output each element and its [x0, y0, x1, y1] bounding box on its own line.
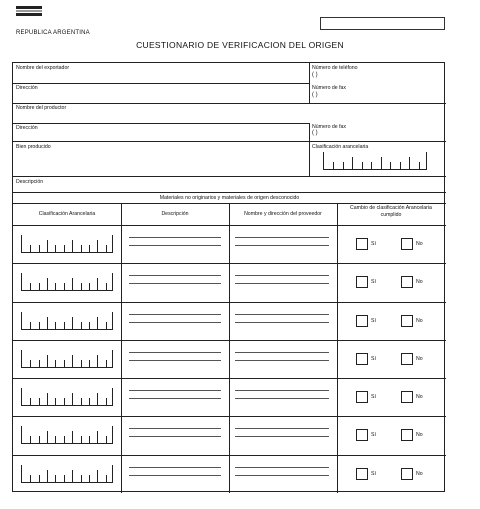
table-row-divider	[13, 340, 446, 341]
tick-mark	[81, 398, 82, 405]
row-yes-checkbox[interactable]	[356, 238, 368, 250]
tick-mark	[39, 245, 40, 252]
tick-mark	[30, 283, 31, 290]
materials-section-title: Materiales no originarios y materiales de origen desconocido	[159, 195, 300, 201]
row-description-line[interactable]	[129, 322, 221, 323]
tick-mark	[55, 245, 56, 252]
tick-mark	[106, 360, 107, 367]
exporter-name-label: Nombre del exportador	[16, 65, 70, 71]
table-row-divider	[13, 378, 446, 379]
divider	[13, 123, 309, 124]
row-description-line[interactable]	[129, 237, 221, 238]
tick-mark	[64, 245, 65, 252]
col-header-change-classification: Cambio de clasificación Arancelaria cumplido	[350, 205, 432, 218]
row-no-checkbox[interactable]	[401, 353, 413, 365]
row-classification-field[interactable]	[21, 465, 113, 483]
row-description-line[interactable]	[129, 390, 221, 391]
tick-mark	[333, 162, 334, 169]
col-header-description: Descripción	[161, 211, 189, 217]
good-classification-field[interactable]	[323, 152, 427, 170]
reference-number-field[interactable]	[320, 17, 445, 30]
producer-address-label: Dirección	[16, 125, 38, 131]
tick-mark	[30, 398, 31, 405]
row-classification-field[interactable]	[21, 235, 113, 253]
tick-mark	[371, 162, 372, 169]
row-description-line[interactable]	[129, 436, 221, 437]
row-no-checkbox[interactable]	[401, 391, 413, 403]
tick-mark	[419, 162, 420, 169]
tick-mark	[47, 355, 48, 367]
tick-mark	[39, 322, 40, 329]
tick-mark	[55, 475, 56, 482]
row-supplier-line[interactable]	[235, 428, 329, 429]
row-no-label: No	[416, 355, 423, 362]
row-description-line[interactable]	[129, 475, 221, 476]
row-supplier-line[interactable]	[235, 360, 329, 361]
tick-mark	[30, 245, 31, 252]
tick-mark	[47, 393, 48, 405]
row-yes-label: Sí	[371, 279, 376, 286]
tick-mark	[89, 475, 90, 482]
tick-mark	[409, 157, 410, 169]
tick-mark	[55, 322, 56, 329]
row-no-label: No	[416, 394, 423, 401]
tick-mark	[72, 393, 73, 405]
row-no-checkbox[interactable]	[401, 468, 413, 480]
row-description-line[interactable]	[129, 283, 221, 284]
tick-mark	[381, 157, 382, 169]
tick-mark	[81, 436, 82, 443]
tick-mark	[390, 162, 391, 169]
row-yes-label: Sí	[371, 317, 376, 324]
tick-mark	[352, 157, 353, 169]
tick-mark	[39, 436, 40, 443]
row-yes-checkbox[interactable]	[356, 429, 368, 441]
row-supplier-line[interactable]	[235, 245, 329, 246]
tick-mark	[72, 355, 73, 367]
row-yes-checkbox[interactable]	[356, 353, 368, 365]
column-divider	[121, 203, 122, 493]
tick-mark	[362, 162, 363, 169]
column-divider	[229, 203, 230, 493]
producer-fax-field[interactable]: ( )	[312, 130, 318, 136]
tick-mark	[64, 475, 65, 482]
row-yes-checkbox[interactable]	[356, 276, 368, 288]
divider	[13, 141, 446, 142]
tick-mark	[47, 470, 48, 482]
row-classification-field[interactable]	[21, 273, 113, 291]
tick-mark	[72, 431, 73, 443]
row-no-checkbox[interactable]	[401, 276, 413, 288]
row-no-label: No	[416, 317, 423, 324]
divider	[13, 103, 446, 104]
tick-mark	[97, 470, 98, 482]
tick-mark	[47, 431, 48, 443]
tick-mark	[343, 162, 344, 169]
tick-mark	[97, 355, 98, 367]
good-description-label: Descripción	[16, 179, 44, 185]
exporter-fax-field[interactable]: ( )	[312, 92, 318, 98]
tick-mark	[89, 360, 90, 367]
row-supplier-line[interactable]	[235, 322, 329, 323]
tick-mark	[81, 245, 82, 252]
form-title: CUESTIONARIO DE VERIFICACION DEL ORIGEN	[136, 40, 344, 50]
row-no-label: No	[416, 279, 423, 286]
tick-mark	[97, 317, 98, 329]
tick-mark	[55, 360, 56, 367]
exporter-address-label: Dirección	[16, 85, 38, 91]
tick-mark	[39, 475, 40, 482]
divider	[309, 123, 310, 141]
column-divider	[337, 203, 338, 493]
row-no-checkbox[interactable]	[401, 315, 413, 327]
coat-of-arms-icon	[16, 6, 42, 20]
row-supplier-line[interactable]	[235, 475, 329, 476]
country-name: REPUBLICA ARGENTINA	[16, 30, 90, 36]
tick-mark	[89, 322, 90, 329]
tick-mark	[30, 436, 31, 443]
row-description-line[interactable]	[129, 314, 221, 315]
table-row-divider	[13, 302, 446, 303]
row-description-line[interactable]	[129, 352, 221, 353]
verification-form	[12, 62, 445, 492]
tick-mark	[72, 278, 73, 290]
row-description-line[interactable]	[129, 467, 221, 468]
tick-mark	[81, 360, 82, 367]
tick-mark	[89, 436, 90, 443]
divider	[13, 176, 446, 177]
tick-mark	[106, 436, 107, 443]
row-no-label: No	[416, 470, 423, 477]
tick-mark	[106, 283, 107, 290]
row-classification-field[interactable]	[21, 388, 113, 406]
row-supplier-line[interactable]	[235, 237, 329, 238]
tick-mark	[64, 360, 65, 367]
row-yes-label: Sí	[371, 394, 376, 401]
producer-fax-label: Número de fax	[312, 124, 347, 130]
producer-name-label: Nombre del productor	[16, 105, 67, 111]
row-supplier-line[interactable]	[235, 352, 329, 353]
tick-mark	[89, 245, 90, 252]
tick-mark	[106, 475, 107, 482]
tick-mark	[39, 398, 40, 405]
tick-mark	[47, 240, 48, 252]
divider	[13, 83, 309, 84]
row-yes-label: Sí	[371, 355, 376, 362]
tick-mark	[64, 283, 65, 290]
row-no-checkbox[interactable]	[401, 429, 413, 441]
row-yes-label: Sí	[371, 470, 376, 477]
row-description-line[interactable]	[129, 360, 221, 361]
row-no-label: No	[416, 241, 423, 247]
row-yes-checkbox[interactable]	[356, 468, 368, 480]
tick-mark	[97, 240, 98, 252]
col-header-classification: Clasificación Arancelaria	[38, 211, 96, 217]
tick-mark	[81, 283, 82, 290]
tick-mark	[72, 470, 73, 482]
tick-mark	[400, 162, 401, 169]
tick-mark	[72, 317, 73, 329]
good-classification-label: Clasificación arancelaria	[312, 144, 369, 150]
row-description-line[interactable]	[129, 275, 221, 276]
exporter-fax-label: Número de fax	[312, 85, 347, 91]
row-no-checkbox[interactable]	[401, 238, 413, 250]
row-description-line[interactable]	[129, 245, 221, 246]
row-supplier-line[interactable]	[235, 390, 329, 391]
tick-mark	[97, 393, 98, 405]
tick-mark	[72, 240, 73, 252]
col-header-supplier: Nombre y dirección del proveedor	[244, 211, 322, 217]
row-yes-checkbox[interactable]	[356, 391, 368, 403]
row-yes-checkbox[interactable]	[356, 315, 368, 327]
row-yes-label: Sí	[371, 241, 376, 247]
row-classification-field[interactable]	[21, 350, 113, 368]
tick-mark	[30, 360, 31, 367]
row-supplier-line[interactable]	[235, 314, 329, 315]
exporter-phone-field[interactable]: ( )	[312, 72, 318, 78]
row-supplier-line[interactable]	[235, 275, 329, 276]
row-description-line[interactable]	[129, 398, 221, 399]
tick-mark	[55, 436, 56, 443]
tick-mark	[106, 245, 107, 252]
tick-mark	[55, 283, 56, 290]
row-classification-field[interactable]	[21, 312, 113, 330]
tick-mark	[89, 283, 90, 290]
tick-mark	[47, 317, 48, 329]
tick-mark	[97, 431, 98, 443]
tick-mark	[81, 322, 82, 329]
row-yes-label: Sí	[371, 432, 376, 439]
table-row-divider	[13, 416, 446, 417]
tick-mark	[30, 475, 31, 482]
tick-mark	[64, 398, 65, 405]
table-row-divider	[13, 263, 446, 264]
tick-mark	[106, 398, 107, 405]
tick-mark	[30, 322, 31, 329]
divider	[13, 192, 446, 193]
tick-mark	[39, 360, 40, 367]
row-supplier-line[interactable]	[235, 467, 329, 468]
table-row-divider	[13, 455, 446, 456]
good-produced-label: Bien producido	[16, 144, 51, 150]
tick-mark	[106, 322, 107, 329]
tick-mark	[97, 278, 98, 290]
row-supplier-line[interactable]	[235, 398, 329, 399]
tick-mark	[81, 475, 82, 482]
row-classification-field[interactable]	[21, 426, 113, 444]
tick-mark	[89, 398, 90, 405]
tick-mark	[64, 322, 65, 329]
row-supplier-line[interactable]	[235, 436, 329, 437]
divider	[309, 83, 310, 103]
tick-mark	[55, 398, 56, 405]
divider	[309, 141, 310, 176]
tick-mark	[39, 283, 40, 290]
row-no-label: No	[416, 432, 423, 439]
row-description-line[interactable]	[129, 428, 221, 429]
row-supplier-line[interactable]	[235, 283, 329, 284]
tick-mark	[47, 278, 48, 290]
tick-mark	[64, 436, 65, 443]
exporter-phone-label: Número de teléfono	[312, 65, 358, 71]
divider	[309, 63, 310, 83]
